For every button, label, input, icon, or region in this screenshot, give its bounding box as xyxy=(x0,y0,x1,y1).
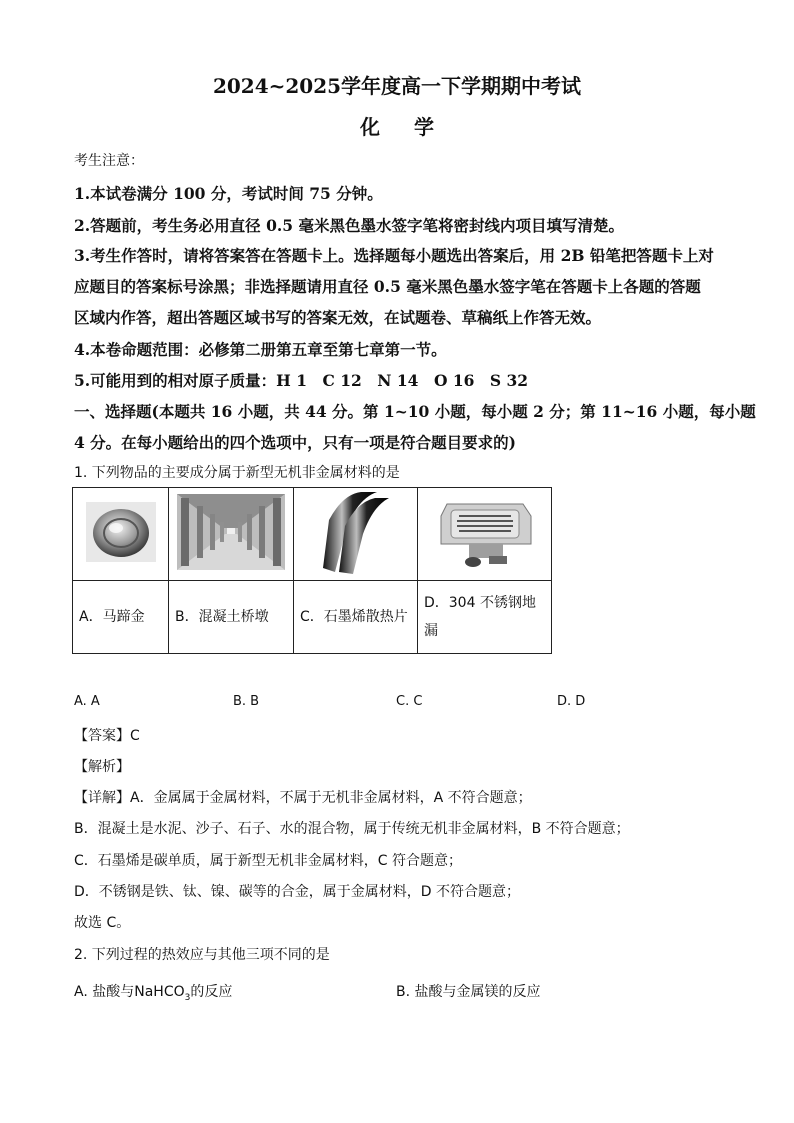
q1-option-c: C. C xyxy=(396,694,423,709)
note-4: 4.本卷命题范围：必修第二册第五章至第七章第一节。 xyxy=(74,340,447,359)
q1-conclusion: 故选 C。 xyxy=(74,915,131,931)
exam-title: 2024~2025学年度高一下学期期中考试 xyxy=(212,74,582,98)
subject-title: 化学 xyxy=(360,115,468,139)
notes-heading: 考生注意： xyxy=(74,153,144,169)
gold-coin-image xyxy=(86,502,156,562)
q1-answer-line xyxy=(74,725,140,745)
q1-option-b: B. B xyxy=(233,694,260,709)
bridge-piers-image xyxy=(177,494,285,570)
q1-cell-c-label: C．石墨烯散热片 xyxy=(294,581,418,654)
q2-option-a xyxy=(74,981,232,1003)
q1-cell-d-label xyxy=(418,581,552,654)
q1-detail-1: 【详解】A．金属属于金属材料，不属于无机非金属材料，A 不符合题意； xyxy=(74,790,532,806)
note-2: 2.答题前，考生务必用直径 0.5 毫米黑色墨水签字笔将密封线内项目填写清楚。 xyxy=(74,216,624,235)
q1-option-d: D. D xyxy=(557,694,586,709)
q1-cell-a-image xyxy=(73,488,169,581)
floor-drain-image xyxy=(437,494,533,570)
q2-formula-main: NaHCO xyxy=(134,984,185,1000)
q2-option-b: B. 盐酸与金属镁的反应 xyxy=(396,984,541,1000)
q1-detail-2: B．混凝土是水泥、沙子、石子、水的混合物，属于传统无机非金属材料，B 不符合题意； xyxy=(74,821,630,837)
q1-cell-a-label: A．马蹄金 xyxy=(73,581,169,654)
analysis-tag: 【解析】 xyxy=(74,759,130,775)
q2-option-a-prefix: A. 盐酸与 xyxy=(74,984,135,1000)
q2-option-a-suffix: 的反应 xyxy=(190,984,233,1000)
q1-options-table xyxy=(72,487,552,654)
q1-cell-b-image xyxy=(169,488,294,581)
section-heading-line2: 4 分。在每小题给出的四个选项中，只有一项是符合题目要求的) xyxy=(74,433,517,452)
q1-cell-c-image xyxy=(294,488,418,581)
answer-tag: 【答案】 xyxy=(74,728,130,744)
q1-cell-b-label: B．混凝土桥墩 xyxy=(169,581,294,654)
answer-value: C xyxy=(130,728,140,744)
note-1: 1.本试卷满分 100 分，考试时间 75 分钟。 xyxy=(74,184,383,203)
q1-detail-3: C．石墨烯是碳单质，属于新型无机非金属材料，C 符合题意； xyxy=(74,853,462,869)
q1-detail-4: D．不锈钢是铁、钛、镍、碳等的合金，属于金属材料，D 不符合题意； xyxy=(74,884,521,900)
q2-stem: 2. 下列过程的热效应与其他三项不同的是 xyxy=(74,947,330,963)
note-3: 3.考生作答时，请将答案答在答题卡上。选择题每小题选出答案后，用 2B 铅笔把答题卡上对 xyxy=(74,246,714,265)
q1-option-a: A. A xyxy=(74,694,100,709)
note-5: 5.可能用到的相对原子质量：H 1 C 12 N 14 O 16 S 32 xyxy=(74,371,529,390)
q1-cell-d-label-line1: D．304 不锈钢地 xyxy=(424,595,536,611)
q1-cell-d-image xyxy=(418,488,552,581)
q1-stem: 1. 下列物品的主要成分属于新型无机非金属材料的是 xyxy=(74,465,400,481)
note-3-cont-1: 应题目的答案标号涂黑；非选择题请用直径 0.5 毫米黑色墨水签字笔在答题卡上各题的答题 xyxy=(74,277,701,296)
q1-cell-d-label-line2: 漏 xyxy=(424,623,438,639)
section-heading-line1: 一、选择题(本题共 16 小题，共 44 分。第 1~10 小题，每小题 2 分；第 11~16 小题，每小题 xyxy=(74,402,756,421)
q2-formula-sub: 3 xyxy=(184,992,191,1003)
note-3-cont-2: 区域内作答，超出答题区域书写的答案无效，在试题卷、草稿纸上作答无效。 xyxy=(74,308,602,327)
graphene-sheets-image xyxy=(321,490,391,574)
